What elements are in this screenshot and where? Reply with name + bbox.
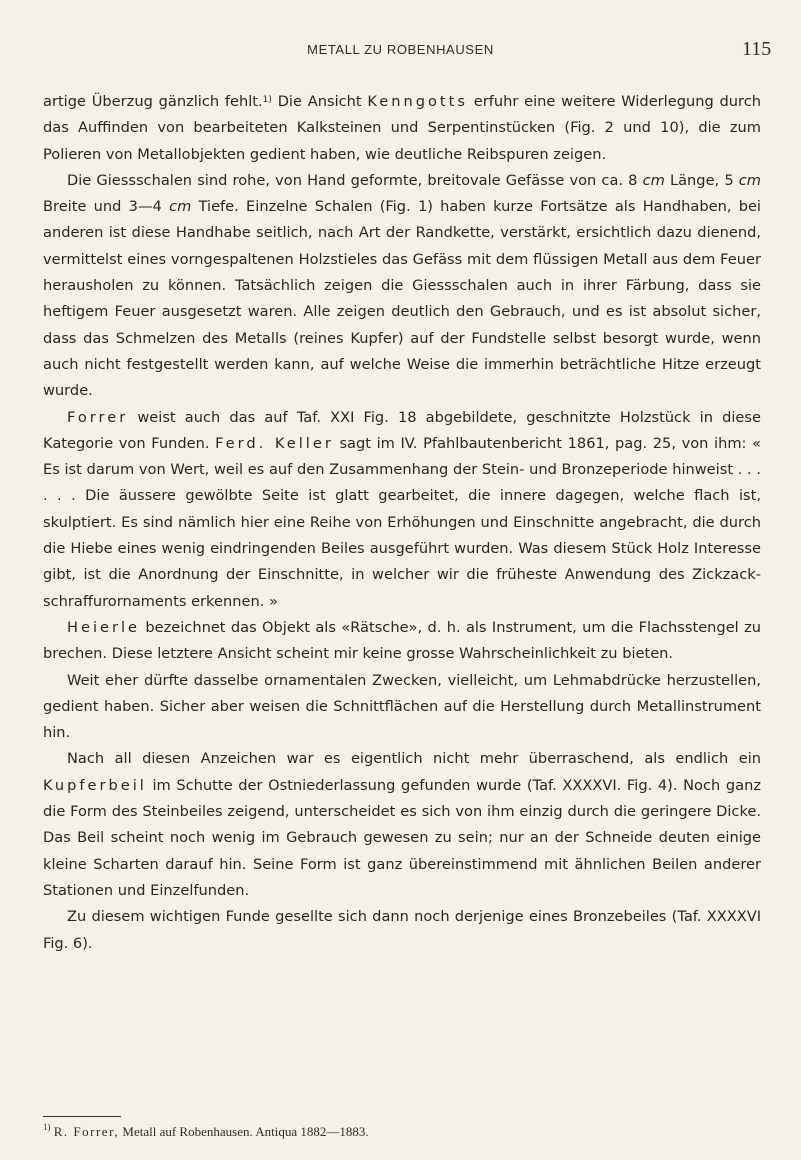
text-run: Die Giessschalen sind rohe, von Hand geformte, breitovale Gefässe von ca. 8 [67,171,643,189]
text-run: Länge, 5 [664,171,739,189]
author-name: Forrer [67,408,129,426]
paragraph-2 [43,168,761,405]
paragraph-7: Zu diesem wichtigen Funde gesellte sich dann noch derjenige eines Bronzebeiles (Taf. XXXXVI Fig. 6). [43,908,761,952]
text-run: weist auch das auf Taf. XXI Fig. 18 abgebildete, geschnitzte Holzstück in diese Kategorie von Funden. [43,408,761,452]
paragraph-5: Weit eher dürfte dasselbe ornamentalen Zwecken, vielleicht, um Lehmabdrücke herzustellen, gedient haben. Sicher aber weisen die Schnittflächen auf die Herstellung durch Metallinstrument hin. [43,671,761,742]
text-run: Nach all diesen Anzeichen war es eigentlich nicht mehr überraschend, als endlich ein [67,750,761,768]
unit: cm [642,171,665,189]
page-number: 115 [742,38,772,60]
text-run: im Schutte der Ostniederlassung gefunden wurde (Taf. XXXXVI. Fig. 4). Noch ganz die Form des Steinbeiles zeigend, unterscheidet es sich von ihm einzig durch die geringere Dicke. Das Beil scheint noch wenig im Gebrauch gewesen zu sein; nur an der Schneide deuten einige kleine Scharten darauf hin. Seine Form ist ganz übereinstimmend mit ähnlichen Beilen anderer Stationen und Einzelfunden. [43,776,761,899]
paragraph-6 [43,746,761,904]
text-run: bezeichnet das Objekt als «Rätsche», d. h. als Instrument, um die Flachsstengel zu brechen. Diese letztere Ansicht scheint mir keine grosse Wahrscheinlichkeit zu bieten. [43,618,761,663]
author-name: Ferd. Keller [215,434,334,452]
unit: cm [169,198,192,216]
footnote-text: Metall auf Robenhausen. Antiqua 1882—1883. [119,1124,369,1139]
text-run: sagt im IV. Pfahlbautenbericht 1861, pag. 25, von ihm: « Es ist darum von Wert, weil es auf den Zusammenhang der Stein- und Bronzeperiode hinweist . . . . . . Die äussere gewölbte Seite ist glatt gearbeitet, die innere dagegen, welche flach ist, skulptiert. Es sind nämlich hier eine Reihe von Erhöhungen und Einschnitte angebracht, die durch die Hiebe eines wenig eindringenden Beiles ausgeführt wurden. Was diesem Stück Holz Interesse gibt, ist die Anordnung der Einschnitte, in welcher wir die früheste Anwendung des Zickzackschraffurornaments erkennen. » [43,434,761,610]
footnote-marker: 1) [262,95,272,105]
paragraph-3 [43,405,761,615]
paragraph-1 [43,89,761,168]
text-run: Breite und 3—4 [43,198,170,216]
running-title: METALL ZU ROBENHAUSEN [307,42,494,57]
footnote-marker: 1) [43,1122,51,1132]
author-name: Heierle [67,618,141,636]
text-run: Die Ansicht [271,93,368,110]
text-run: Tiefe. Einzelne Schalen (Fig. 1) haben kurze Fortsätze als Handhaben, bei anderen ist diese Handhabe seitlich, nach Art der Randkette, verstärkt, ersichtlich dazu dienend, vermittelst eines vorngespaltenen Holzstieles das Gefäss mit dem flüssigen Metall aus dem Feuer herausholen zu können. Tatsächlich zeigen die Giessschalen auch in ihrer Färbung, dass sie heftigem Feuer ausgesetzt waren. Alle zeigen deutlich den Gebrauch, und es ist absolut sicher, dass das Schmelzen des Metalls (reines Kupfer) auf der Fundstelle selbst besorgt wurde, wenn auch nicht festgestellt werden kann, auf welche Weise die immerhin beträchtliche Hitze erzeugt wurde. [43,198,761,400]
footnote-rule [43,1116,121,1117]
unit: cm [738,171,761,189]
term-emphasis: Kupferbeil [43,776,147,794]
body-text [43,89,761,957]
text-run: erfuhr eine weitere Widerlegung durch das Auffinden von bearbeiteten Kalksteinen und Serpentinstücken (Fig. 2 und 10), die zum Polieren von Metallobjekten gedient haben, wie deutliche Reibspuren zeigen. [43,93,761,163]
paragraph-4 [43,615,761,668]
footnote-author: R. Forrer, [53,1124,120,1139]
text-run: artige Überzug gänzlich fehlt. [43,93,263,110]
footnote [43,1124,763,1140]
author-name: Kenngotts [367,93,468,110]
